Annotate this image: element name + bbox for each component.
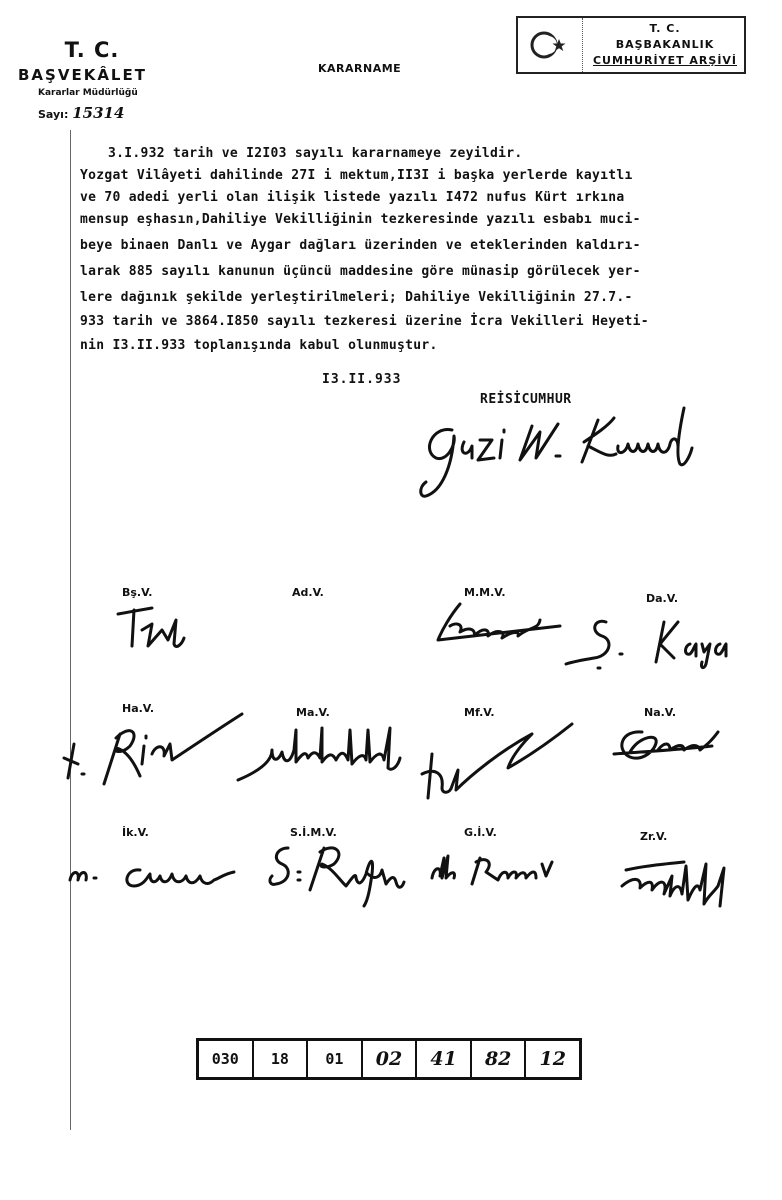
archive-code-cell: 82 bbox=[472, 1041, 527, 1077]
body-line: mensup eşhasın,Dahiliye Vekilliğinin tezkeresinde yazılı esbabı muci- bbox=[80, 212, 641, 227]
stamp-line-1: T. C. bbox=[649, 22, 681, 35]
body-line: ve 70 adedi yerli olan ilişik listede yazılı I472 nufus Kürt ırkına bbox=[80, 190, 625, 205]
minister-signature bbox=[608, 718, 728, 778]
minister-label: Ma.V. bbox=[296, 706, 330, 719]
minister-signature bbox=[112, 600, 202, 660]
minister-signature bbox=[262, 838, 422, 908]
decree-date: I3.II.933 bbox=[322, 372, 402, 387]
body-line: 933 tarih ve 3864.I850 sayılı tezkeresi üzerine İcra Vekilleri Heyeti- bbox=[80, 314, 649, 329]
minister-signature bbox=[560, 604, 740, 674]
minister-label: Ha.V. bbox=[122, 702, 155, 715]
archive-code-cell: 030 bbox=[199, 1041, 254, 1077]
stamp-divider bbox=[582, 18, 583, 72]
minister-label: G.İ.V. bbox=[464, 826, 497, 839]
body-line: larak 885 sayılı kanunun üçüncü maddesine göre münasip görülecek yer- bbox=[80, 264, 641, 279]
archive-code-bar bbox=[196, 1038, 582, 1080]
minister-signature bbox=[64, 844, 254, 904]
header-number bbox=[38, 104, 124, 122]
crescent-star-icon bbox=[528, 28, 570, 62]
minister-label: Mf.V. bbox=[464, 706, 495, 719]
archive-code-cell: 41 bbox=[417, 1041, 472, 1077]
minister-label: S.İ.M.V. bbox=[290, 826, 337, 839]
body-line: 3.I.932 tarih ve I2I03 sayılı kararnameye zeyildir. bbox=[108, 146, 523, 161]
archive-code-cell: 12 bbox=[539, 1048, 566, 1070]
minister-label: Da.V. bbox=[646, 592, 679, 605]
header-office: BAŞVEKÂLET bbox=[18, 66, 147, 84]
body-line: nin I3.II.933 toplanışında kabul olunmuştur. bbox=[80, 338, 438, 353]
archive-code-cell: 02 bbox=[363, 1041, 418, 1077]
header-department: Kararlar Müdürlüğü bbox=[38, 88, 138, 98]
minister-signature bbox=[232, 710, 412, 790]
president-signature bbox=[412, 396, 712, 506]
minister-signature bbox=[614, 846, 754, 916]
stamp-line-2: BAŞBAKANLIK bbox=[615, 38, 715, 51]
minister-label: Zr.V. bbox=[640, 830, 668, 843]
minister-label: Ad.V. bbox=[292, 586, 324, 599]
minister-signature bbox=[430, 596, 570, 656]
minister-label: Bş.V. bbox=[122, 586, 153, 599]
minister-label: İk.V. bbox=[122, 826, 149, 839]
header-state: T. C. bbox=[64, 38, 120, 62]
number-value: 15314 bbox=[72, 104, 125, 122]
minister-signature bbox=[412, 704, 592, 804]
stamp-line-3: CUMHURİYET ARŞİVİ bbox=[592, 54, 738, 67]
minister-signature bbox=[60, 704, 250, 794]
body-line: lere dağınık şekilde yerleştirilmeleri; Dahiliye Vekilliğinin 27.7.- bbox=[80, 290, 633, 305]
president-title: REİSİCUMHUR bbox=[480, 392, 572, 407]
archive-stamp bbox=[516, 16, 746, 74]
document-type: KARARNAME bbox=[318, 62, 402, 75]
minister-signature bbox=[422, 846, 572, 896]
body-line: Yozgat Vilâyeti dahilinde 27I i mektum,II3I i başka yerlerde kayıtlı bbox=[80, 168, 633, 183]
margin-rule bbox=[70, 130, 71, 1130]
minister-label: Na.V. bbox=[644, 706, 677, 719]
body-line: beye binaen Danlı ve Aygar dağları üzerinden ve eteklerinden kaldırı- bbox=[80, 238, 641, 253]
archive-code-cell: 18 bbox=[254, 1041, 309, 1077]
number-label: Sayı: bbox=[38, 108, 69, 121]
minister-label: M.M.V. bbox=[464, 586, 506, 599]
archive-code-cell: 01 bbox=[308, 1041, 363, 1077]
